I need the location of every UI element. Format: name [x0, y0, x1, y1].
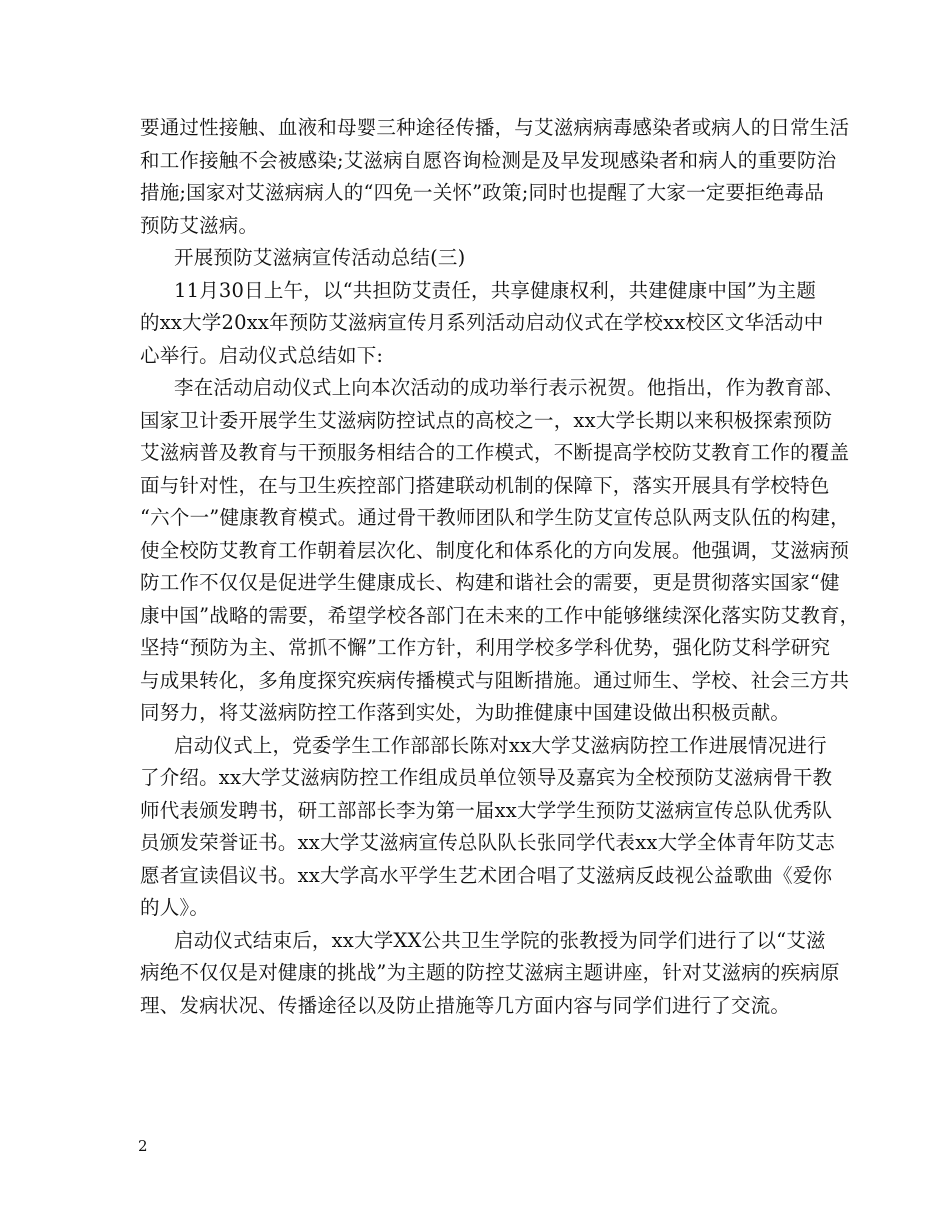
section-heading: 开展预防艾滋病宣传活动总结(三) [174, 246, 466, 269]
text-line: 的人》。 [140, 896, 210, 919]
text-line: 坚持“预防为主、常抓不懈”工作方针，利用学校多学科优势，强化防艾科学研究 [140, 636, 831, 659]
document-body [140, 112, 860, 1022]
text-line: 艾滋病普及教育与干预服务相结合的工作模式，不断提高学校防艾教育工作的覆盖 [140, 441, 850, 464]
text-line: 同努力，将艾滋病防控工作落到实处，为助推健康中国建设做出积极贡献。 [140, 701, 791, 724]
text-line: 李在活动启动仪式上向本次活动的成功举行表示祝贺。他指出，作为教育部、 [174, 376, 844, 399]
text-line: 康中国”战略的需要，希望学校各部门在未来的工作中能够继续深化落实防艾教育， [140, 603, 860, 627]
text-line: 愿者宣读倡议书。xx大学高水平学生艺术团合唱了艾滋病反歧视公益歌曲《爱你 [140, 863, 833, 887]
text-line: 了介绍。xx大学艾滋病防控工作组成员单位领导及嘉宾为全校预防艾滋病骨干教 [140, 766, 833, 789]
text-line: 师代表颁发聘书，研工部部长李为第一届xx大学学生预防艾滋病宣传总队优秀队 [140, 798, 833, 822]
text-line: 要通过性接触、血液和母婴三种途径传播，与艾滋病病毒感染者或病人的日常生活 [140, 116, 850, 139]
text-line: 员颁发荣誉证书。xx大学艾滋病宣传总队队长张同学代表xx大学全体青年防艾志 [140, 831, 835, 854]
text-line: 和工作接触不会被感染;艾滋病自愿咨询检测是及早发现感染者和病人的重要防治 [140, 148, 837, 172]
text-line: 防工作不仅仅是促进学生健康成长、构建和谐社会的需要，更是贯彻落实国家“健 [140, 571, 840, 594]
text-line: 国家卫计委开展学生艾滋病防控试点的高校之一，xx大学长期以来积极探索预防 [140, 408, 833, 432]
text-line: 措施;国家对艾滋病病人的“四免一关怀”政策;同时也提醒了大家一定要拒绝毒品 [140, 181, 824, 204]
text-line: 理、发病状况、传播途径以及防止措施等几方面内容与同学们进行了交流。 [140, 993, 791, 1017]
text-line: 11月30日上午，以“共担防艾责任，共享健康权利，共建健康中国”为主题 [174, 278, 817, 302]
text-line: “六个一”健康教育模式。通过骨干教师团队和学生防艾宣传总队两支队伍的构建， [140, 506, 850, 529]
text-line: 病绝不仅仅是对健康的挑战”为主题的防控艾滋病主题讲座，针对艾滋病的疾病原 [140, 961, 840, 984]
text-line: 启动仪式上，党委学生工作部部长陈对xx大学艾滋病防控工作进展情况进行 [174, 733, 827, 757]
text-line: 的xx大学20xx年预防艾滋病宣传月系列活动启动仪式在学校xx校区文华活动中 [140, 311, 824, 334]
text-line: 预防艾滋病。 [140, 213, 259, 237]
text-line: 与成果转化，多角度探究疾病传播模式与阻断措施。通过师生、学校、社会三方共 [140, 668, 850, 692]
text-line: 使全校防艾教育工作朝着层次化、制度化和体系化的方向发展。他强调，艾滋病预 [140, 538, 850, 562]
text-line: 心举行。启动仪式总结如下: [140, 343, 384, 367]
page-number: 2 [138, 1137, 148, 1155]
text-line: 启动仪式结束后，xx大学XX公共卫生学院的张教授为同学们进行了以“艾滋 [174, 928, 826, 952]
text-line: 面与针对性，在与卫生疾控部门搭建联动机制的保障下，落实开展具有学校特色 [140, 473, 830, 497]
